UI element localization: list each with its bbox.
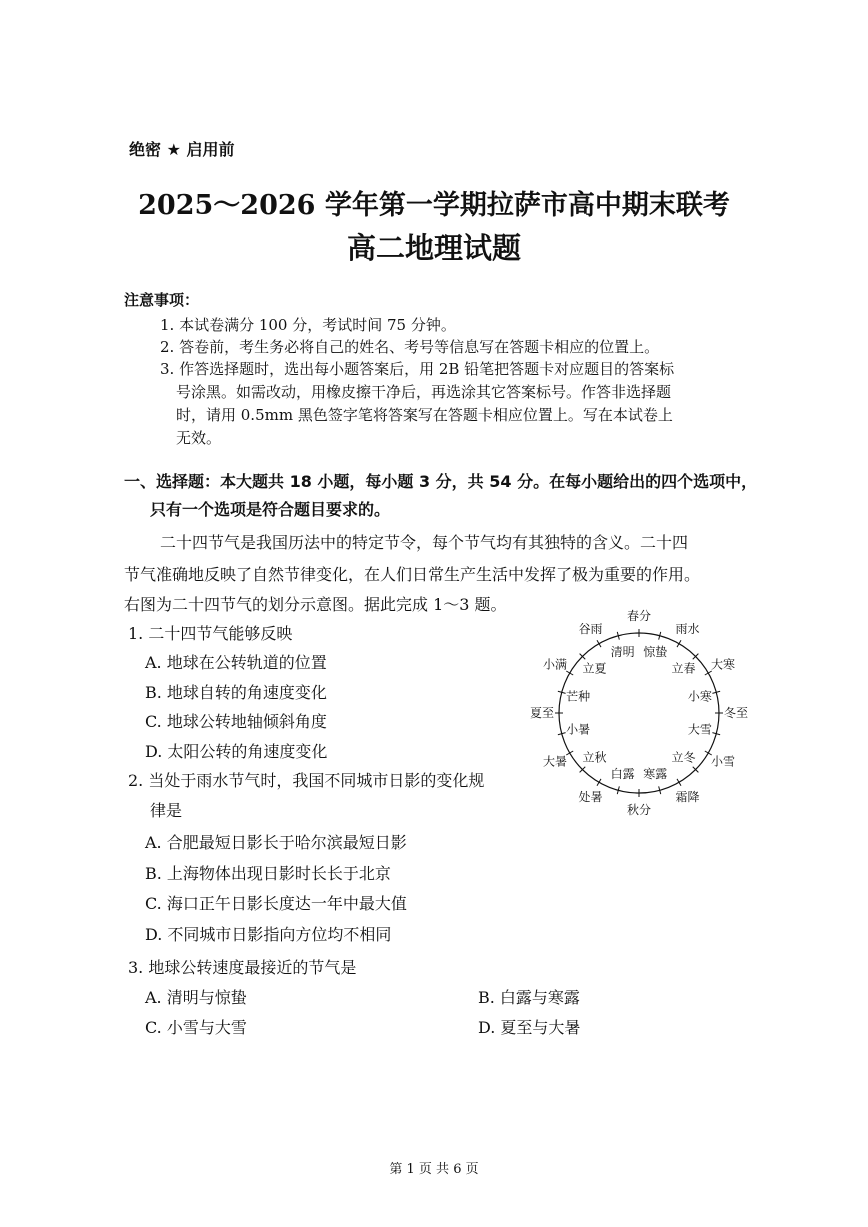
outer-term-label: 秋分 xyxy=(626,803,652,817)
inner-term-label: 小暑 xyxy=(566,722,591,737)
note-line: 1. 本试卷满分 100 分，考试时间 75 分钟。 xyxy=(160,316,456,334)
inner-term-label: 立冬 xyxy=(671,750,696,765)
question-1-stem: 1. 二十四节气能够反映 xyxy=(128,624,293,643)
outer-term-label: 冬至 xyxy=(723,706,749,720)
term-tick xyxy=(597,779,601,786)
outer-term-label: 雨水 xyxy=(675,621,700,636)
term-tick xyxy=(677,640,681,647)
term-tick xyxy=(597,640,601,647)
question-2-stem-cont: 律是 xyxy=(150,801,183,820)
q1-option-b[interactable]: B. 地球自转的角速度变化 xyxy=(145,683,327,702)
outer-term-label: 霜降 xyxy=(675,790,700,805)
inner-term-label: 寒露 xyxy=(643,766,668,781)
inner-term-label: 白露 xyxy=(610,766,635,781)
inner-term-label: 立秋 xyxy=(582,750,607,765)
note-line: 3. 作答选择题时，选出每小题答案后，用 2B 铅笔把答题卡对应题目的答案标 xyxy=(160,360,675,378)
notes-heading: 注意事项： xyxy=(124,291,200,309)
outer-term-label: 春分 xyxy=(626,609,652,623)
inner-term-label: 立春 xyxy=(671,661,696,676)
outer-term-label: 处暑 xyxy=(578,790,603,805)
q2-option-c[interactable]: C. 海口正午日影长度达一年中最大值 xyxy=(145,894,407,913)
exam-title: 2025～2026 学年第一学期拉萨市高中期末联考 xyxy=(138,190,730,221)
outer-term-label: 小雪 xyxy=(710,754,736,769)
q1-option-c[interactable]: C. 地球公转地轴倾斜角度 xyxy=(145,712,327,731)
passage-line: 二十四节气是我国历法中的特定节令，每个节气均有其独特的含义。二十四 xyxy=(160,533,689,552)
question-3-stem: 3. 地球公转速度最接近的节气是 xyxy=(128,958,357,977)
outer-term-label: 谷雨 xyxy=(578,621,603,636)
confidential-label: 绝密 ★ 启用前 xyxy=(129,140,235,159)
q3-option-c[interactable]: C. 小雪与大雪 xyxy=(145,1018,247,1037)
q2-option-b[interactable]: B. 上海物体出现日影时长长于北京 xyxy=(145,864,391,883)
note-line: 2. 答卷前，考生务必将自己的姓名、考号等信息写在答题卡相应的位置上。 xyxy=(160,338,660,356)
passage-line: 右图为二十四节气的划分示意图。据此完成 1～3 题。 xyxy=(124,595,507,614)
term-tick xyxy=(705,671,712,675)
q3-option-d[interactable]: D. 夏至与大暑 xyxy=(478,1018,581,1037)
inner-term-label: 清明 xyxy=(610,645,635,660)
term-tick xyxy=(566,671,573,675)
note-line: 时，请用 0.5mm 黑色签字笔将答案写在答题卡相应位置上。写在本试卷上 xyxy=(176,406,673,424)
inner-term-label: 惊蛰 xyxy=(643,645,668,660)
note-line: 无效。 xyxy=(176,429,222,447)
q1-option-d[interactable]: D. 太阳公转的角速度变化 xyxy=(145,742,328,761)
inner-term-label: 立夏 xyxy=(582,661,607,676)
passage-line: 节气准确地反映了自然节律变化，在人们日常生产生活中发挥了极为重要的作用。 xyxy=(124,565,701,584)
outer-term-label: 大暑 xyxy=(542,754,568,769)
inner-term-label: 大雪 xyxy=(687,722,712,737)
q3-option-a[interactable]: A. 清明与惊蛰 xyxy=(145,988,247,1007)
section-heading: 一、选择题：本大题共 18 小题，每小题 3 分，共 54 分。在每小题给出的四个选项中， xyxy=(124,472,758,491)
q1-option-a[interactable]: A. 地球在公转轨道的位置 xyxy=(145,653,327,672)
q2-option-d[interactable]: D. 不同城市日影指向方位均不相同 xyxy=(145,925,392,944)
q3-option-b[interactable]: B. 白露与寒露 xyxy=(478,988,580,1007)
note-line: 号涂黑。如需改动，用橡皮擦干净后，再选涂其它答案标号。作答非选择题 xyxy=(176,383,672,401)
outer-term-label: 大寒 xyxy=(710,657,736,672)
q2-option-a[interactable]: A. 合肥最短日影长于哈尔滨最短日影 xyxy=(145,833,407,852)
term-tick xyxy=(677,779,681,786)
outer-term-label: 小满 xyxy=(542,657,568,672)
page-footer: 第 1 页 共 6 页 xyxy=(389,1162,479,1177)
inner-term-label: 小寒 xyxy=(687,689,712,704)
question-2-stem: 2. 当处于雨水节气时，我国不同城市日影的变化规 xyxy=(128,771,485,790)
inner-term-label: 芒种 xyxy=(566,689,591,704)
section-heading-cont: 只有一个选项是符合题目要求的。 xyxy=(150,500,391,519)
exam-subtitle: 高二地理试题 xyxy=(346,231,521,265)
solar-terms-diagram xyxy=(505,609,775,822)
term-tick xyxy=(566,751,573,755)
outer-term-label: 夏至 xyxy=(529,706,555,720)
